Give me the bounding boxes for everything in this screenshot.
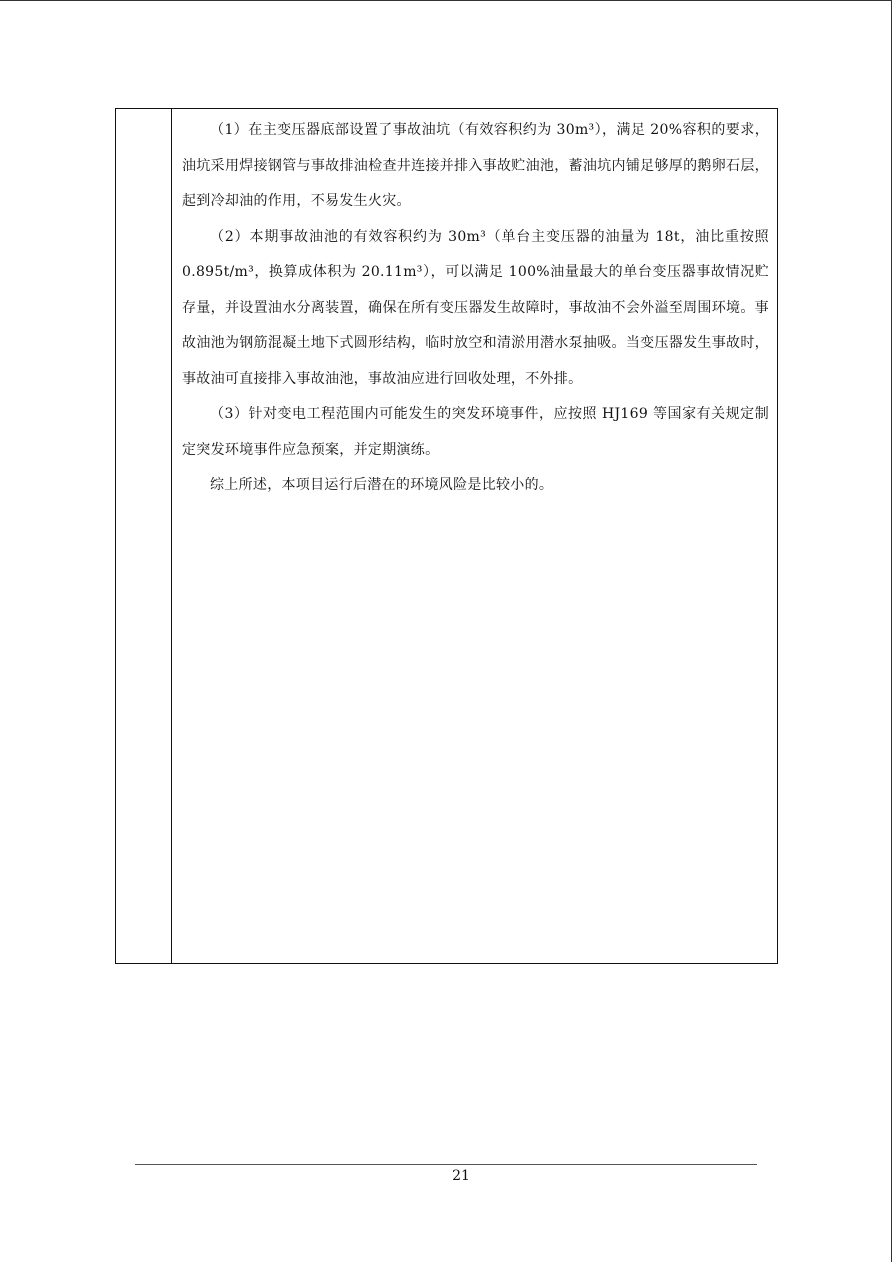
paragraph-conclusion: 综上所述，本项目运行后潜在的环境风险是比较小的。	[210, 477, 554, 493]
page-number: 21	[452, 1168, 470, 1184]
table-text-cell	[174, 109, 777, 504]
footer-divider	[135, 1164, 757, 1165]
content-table	[115, 108, 778, 964]
page-top-border	[0, 0, 892, 1]
paragraph-oil-pit: （1）在主变压器底部设置了事故油坑（有效容积约为 30m³），满足 20%容积的要求，油坑采用焊接钢管与事故排油检查井连接并排入事故贮油池，蓄油坑内铺足够厚的鹅卵石层，起到冷却油的作用，不易发生火灾。	[182, 122, 769, 209]
paragraph-emergency-plan: （3）针对变电工程范围内可能发生的突发环境事件，应按照 HJ169 等国家有关规定制定突发环境事件应急预案，并定期演练。	[182, 406, 769, 458]
table-label-column	[116, 109, 172, 963]
paragraph-oil-tank: （2）本期事故油池的有效容积约为 30m³（单台主变压器的油量为 18t，油比重按照 0.895t/m³，换算成体积为 20.11m³），可以满足 100%油量最大的单台变压器事故情况贮存量，并设置油水分离装置，确保在所有变压器发生故障时，事故油不会外溢至周围环境。事故油池为钢筋混凝土地下式圆形结构，临时放空和清淤用潜水泵抽吸。当变压器发生事故时，事故油可直接排入事故油池，事故油应进行回收处理，不外排。	[182, 228, 769, 387]
